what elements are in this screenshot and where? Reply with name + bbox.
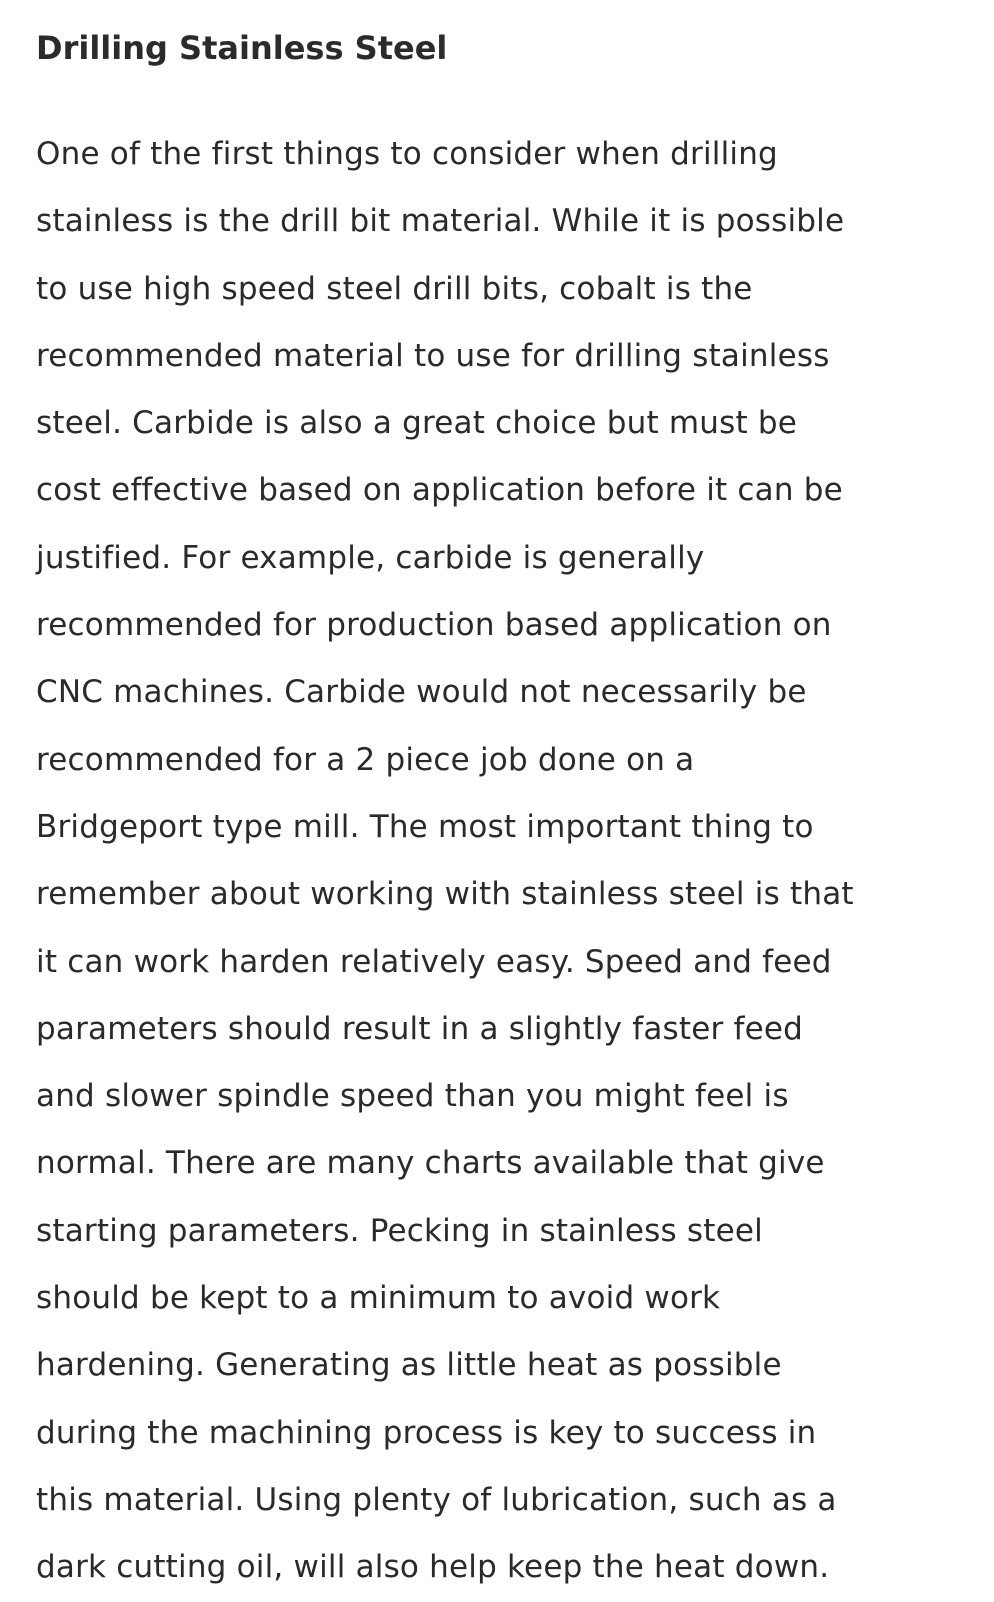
article bbox=[36, 0, 956, 1602]
body-line: CNC machines. Carbide would not necessarily be bbox=[36, 674, 807, 711]
body-line: cost effective based on application before it can be bbox=[36, 472, 843, 509]
body-line: normal. There are many charts available that give bbox=[36, 1145, 825, 1182]
body-line: remember about working with stainless steel is that bbox=[36, 876, 854, 913]
body-line: stainless is the drill bit material. While it is possible bbox=[36, 203, 845, 240]
body-line: dark cutting oil, will also help keep the heat down. bbox=[36, 1549, 830, 1586]
body-line: it can work harden relatively easy. Speed and feed bbox=[36, 943, 832, 980]
body-line: to use high speed steel drill bits, cobalt is the bbox=[36, 270, 753, 307]
body-line: should be kept to a minimum to avoid work bbox=[36, 1280, 721, 1317]
body-line: and slower spindle speed than you might feel is bbox=[36, 1078, 789, 1115]
article-body bbox=[36, 121, 956, 1602]
body-line: parameters should result in a slightly faster feed bbox=[36, 1010, 804, 1047]
body-line: Bridgeport type mill. The most important thing to bbox=[36, 808, 814, 845]
body-line: recommended for a 2 piece job done on a bbox=[36, 741, 695, 778]
body-line: recommended for production based application on bbox=[36, 607, 832, 644]
body-line: One of the first things to consider when drilling bbox=[36, 136, 778, 172]
body-line: starting parameters. Pecking in stainless steel bbox=[36, 1212, 763, 1249]
article-title: Drilling Stainless Steel bbox=[36, 29, 448, 67]
body-line: recommended material to use for drilling stainless bbox=[36, 337, 830, 374]
body-line: during the machining process is key to success in bbox=[36, 1414, 817, 1451]
body-line: hardening. Generating as little heat as possible bbox=[36, 1347, 782, 1384]
body-line: steel. Carbide is also a great choice but must be bbox=[36, 405, 798, 442]
body-line: justified. For example, carbide is generally bbox=[36, 539, 705, 576]
body-line: this material. Using plenty of lubrication, such as a bbox=[36, 1481, 837, 1518]
